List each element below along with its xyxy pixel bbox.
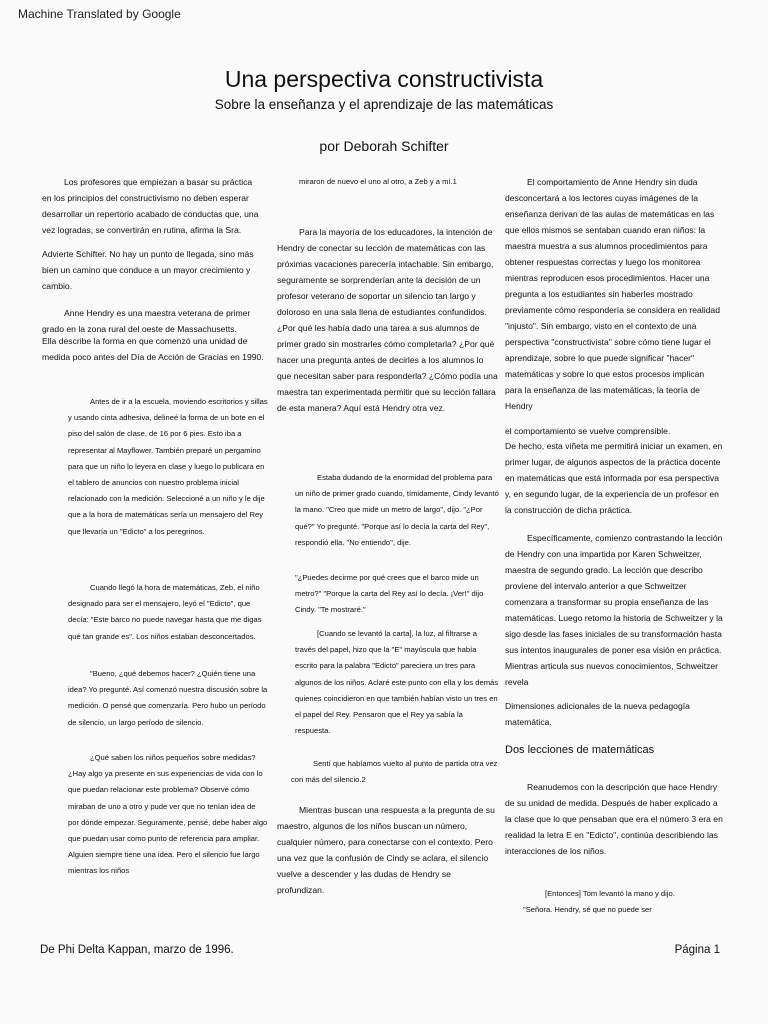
block-quote: Cuando llegó la hora de matemáticas, Zeb, el niño designado para ser el mensajero, leyó el "Edicto", que decía: "Este barco no puede navegar hasta que me digas qué tan grande es". Los niños estaban desconcertados. bbox=[68, 583, 262, 641]
block-quote: "Señora. Hendry, sé que no puede ser bbox=[523, 905, 652, 914]
block-quote: ¿Qué saben los niños pequeños sobre medidas? ¿Hay algo ya presente en sus experiencias de vida con lo que puedan relacionar este problema? Observé cómo miraban de uno a otro y pude ver que no tenían idea de por dónde empezar. Seguramente, pensé, debe haber algo que puedan usar como punto de referencia para ampliar. Alguien siempre tiene una idea. Pero el silencio fue largo mientras los niños bbox=[68, 753, 268, 876]
paragraph: Para la mayoría de los educadores, la intención de Hendry de conectar su lección de matemáticas con las próximas vacaciones parecería intachable. Sin embargo, seguramente se sorprenderían ante la decisión de un profesor veterano de soportar un silencio tan largo y doloroso en una sala llena de estudiantes confundidos. ¿Por qué les había dado una tarea a sus alumnos de primer grado sin mostrarles cómo completarla? ¿Por qué hacer una pregunta antes de decirles a los alumnos lo que necesitan saber para responderla? ¿Cómo podía una maestra tan experimentada permitir que su lección fallara de esta manera? Aquí está Hendry otra vez. bbox=[277, 227, 498, 413]
article-subtitle: Sobre la enseñanza y el aprendizaje de las matemáticas bbox=[214, 97, 554, 112]
paragraph: el comportamiento se vuelve comprensible. bbox=[505, 426, 671, 436]
block-quote: Estaba dudando de la enormidad del problema para un niño de primer grado cuando, tímidamente, Cindy levantó la mano. "Creo que mide un metro de largo", dijo. "¿Por qué?" Yo pregunté. "Porque así lo decía la carta del Rey", respondió ella. "No entiendo", dije. bbox=[295, 473, 499, 547]
section-heading: Dos lecciones de matemáticas bbox=[505, 744, 655, 756]
paragraph: Dimensiones adicionales de la nueva pedagogía matemática. bbox=[505, 701, 690, 727]
paragraph: Específicamente, comienzo contrastando la lección de Hendry con una impartida por Karen Schweitzer, maestra de segundo grado. La lección que describo proviene del intervalo anterior a que Schweitzer comenzara a transformar su propia enseñanza de las matemáticas. Luego retomo la historia de Schweitzer y la sigo desde las fases iniciales de su transformación hasta sus intentos inaugurales de poner esa visión en práctica. Mientras articula sus nuevos conocimientos, Schweitzer revela bbox=[505, 533, 723, 687]
block-quote: "Bueno, ¿qué debemos hacer? ¿Quién tiene una idea? Yo pregunté. Así comenzó nuestra discusión sobre la medición. O pensé que comenzaría. Pero hubo un período de silencio, un largo período de silencio. bbox=[68, 669, 268, 727]
block-quote: [Cuando se levantó la carta], la luz, al filtrarse a través del papel, hizo que la "E" mayúscula que había escrito para la palabra "Edicto" pareciera un tres para algunos de los niños. Aclaré este punto con ella y los demás quienes coincidieron en que también habían visto un tres en el papel del Rey. Pensaron que el Rey ya sabía la respuesta. bbox=[295, 629, 499, 736]
page-number: Página 1 bbox=[674, 944, 720, 956]
block-quote: [Entonces] Tom levantó la mano y dijo. bbox=[545, 889, 675, 898]
machine-translation-notice: Machine Translated by Google bbox=[18, 7, 181, 21]
footer-source: De Phi Delta Kappan, marzo de 1996. bbox=[40, 944, 234, 956]
block-quote: miraron de nuevo el uno al otro, a Zeb y a mí.1 bbox=[299, 177, 457, 186]
paragraph: Mientras buscan una respuesta a la pregunta de su maestro, algunos de los niños buscan un número, cualquier número, para conectarse con el contexto. Pero una vez que la confusión de Cindy se aclara, el silencio vuelve a descender y las dudas de Hendry se profundizan. bbox=[277, 805, 495, 895]
article-title: Una perspectiva constructivista bbox=[224, 66, 544, 92]
paragraph: El comportamiento de Anne Hendry sin duda desconcertará a los lectores cuyas imágenes de la enseñanza derivan de las aulas de matemáticas en las que ellos mismos se sentaban cuando eran niños: la maestra muestra a sus alumnos procedimientos para obtener respuestas correctas y luego los monitorea mientras reproducen esos procedimientos. Hacer una pregunta a los estudiantes sin haberles mostrado previamente cómo respondería se considera en realidad "injusto". Sin embargo, visto en el contexto de una perspectiva "constructivista" sobre cómo tiene lugar el aprendizaje, sobre lo que puede significar "hacer" matemáticas y sobre lo que estos procesos implican para la enseñanza de las matemáticas, la teoría de Hendry bbox=[505, 177, 720, 411]
paragraph: Adviertе Schifter. No hay un punto de llegada, sino más bien un camino que conduce a un mayor crecimiento y cambio. bbox=[42, 249, 254, 291]
paragraph: Los profesores que empiezan a basar su práctica en los principios del constructivismo no deben esperar desarrollar un repertorio acabado de conductas que, una vez logradas, se convertirán en rutina, afirma la Sra. bbox=[42, 177, 259, 235]
author-byline: por Deborah Schifter bbox=[319, 138, 449, 154]
paragraph: Reanudemos con la descripción que hace Hendry de su unidad de medida. Después de haber explicado a la clase que lo que pensaban que era el número 3 era en realidad la letra E en "Edicto", continúa describiendo las interacciones de los niños. bbox=[505, 782, 723, 856]
block-quote: "¿Puedes decirme por qué crees que el barco mide un metro?" "Porque la carta del Rey así lo decía. ¡Ver!" dijo Cindy. "Te mostraré." bbox=[295, 573, 484, 615]
block-quote: Sentí que habíamos vuelto al punto de partida otra vez con más del silencio.2 bbox=[291, 759, 498, 785]
paragraph: Anne Hendry es una maestra veterana de primer grado en la zona rural del oeste de Massachusetts. bbox=[42, 308, 251, 334]
paragraph: Ella describe la forma en que comenzó una unidad de medida poco antes del Día de Acción de Gracias en 1990. bbox=[42, 336, 264, 362]
block-quote: Antes de ir a la escuela, moviendo escritorios y sillas y usando cinta adhesiva, delineé la forma de un bote en el piso del salón de clase, de 16 por 6 pies. Esto iba a representar al Mayflower. También preparé un pergamino para que un niño lo leyera en clase y luego lo publicara en el tablero de anuncios con nuestro problema inicial relacionado con la medición. Seleccioné a un niño y le dije que a la hora de matemáticas sería un mensajero del Rey que llevaría un "Edicto" a los peregrinos. bbox=[68, 397, 268, 536]
paragraph: De hecho, esta viñeta me permitirá iniciar un examen, en primer lugar, de algunos aspectos de la práctica docente en matemáticas que está informada por esa perspectiva y, en segundo lugar, de la experiencia de un profesor en la construcción de dicha práctica. bbox=[505, 441, 723, 515]
